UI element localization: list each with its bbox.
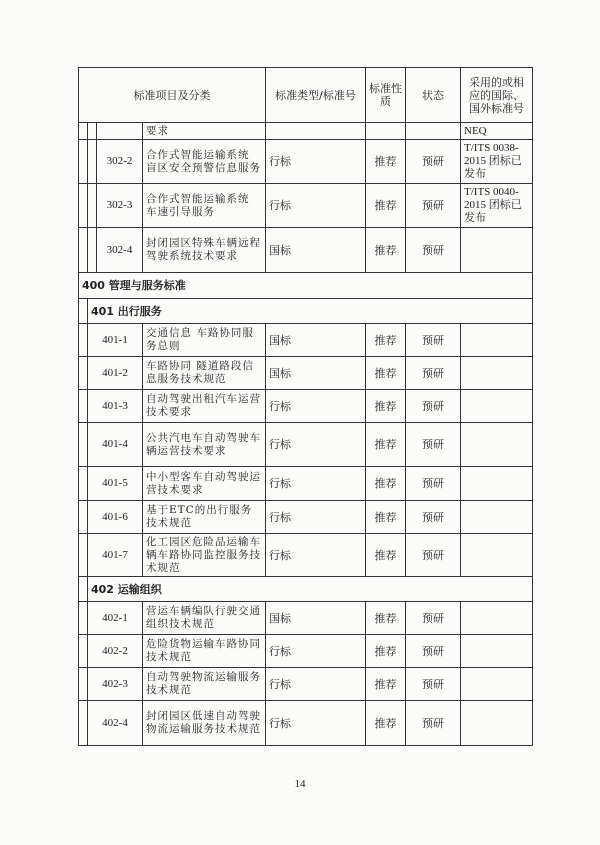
table-row (79, 184, 533, 228)
item-status: 预研 (406, 501, 461, 534)
item-status: 预研 (406, 467, 461, 501)
item-nature: 推荐 (366, 423, 406, 467)
item-name: 基于ETC的出行服务技术规范 (143, 501, 266, 534)
item-code: 401-3 (88, 390, 143, 423)
item-nature: 推荐 (366, 357, 406, 390)
item-type: 国标 (266, 602, 366, 635)
item-code: 402-4 (88, 701, 143, 746)
item-type: 行标 (266, 467, 366, 501)
item-nature: 推荐 (366, 668, 406, 701)
item-nature: 推荐 (366, 228, 406, 273)
header-item: 标准项目及分类 (79, 68, 266, 123)
item-code: 402-3 (88, 668, 143, 701)
item-name: 车路协同 隧道路段信息服务技术规范 (143, 357, 266, 390)
table-row (79, 123, 533, 140)
table-row (79, 273, 533, 299)
item-type: 国标 (266, 228, 366, 273)
header-nature: 标准性质 (366, 68, 406, 123)
item-status: 预研 (406, 602, 461, 635)
item-status: 预研 (406, 140, 461, 184)
item-code: 402-1 (88, 602, 143, 635)
table-row (79, 390, 533, 423)
item-intl (461, 324, 533, 357)
table-row (79, 140, 533, 184)
item-type: 国标 (266, 357, 366, 390)
item-intl (461, 390, 533, 423)
item-type: 行标 (266, 635, 366, 668)
item-name: 营运车辆编队行驶交通组织技术规范 (143, 602, 266, 635)
item-type: 行标 (266, 423, 366, 467)
section-heading-402: 402 运输组织 (88, 577, 533, 602)
table-body (79, 123, 533, 746)
table-row (79, 635, 533, 668)
table-row (79, 668, 533, 701)
item-type: 行标 (266, 184, 366, 228)
item-intl: NEQ (461, 123, 533, 140)
item-code: 302-3 (97, 184, 143, 228)
item-status: 预研 (406, 357, 461, 390)
table-row (79, 324, 533, 357)
item-code: 401-6 (88, 501, 143, 534)
item-status: 预研 (406, 534, 461, 577)
item-intl (461, 228, 533, 273)
table-row (79, 501, 533, 534)
item-nature: 推荐 (366, 501, 406, 534)
table-row (79, 423, 533, 467)
item-type: 行标 (266, 140, 366, 184)
header-intl: 采用的或相应的国际、国外标准号 (461, 68, 533, 123)
section-heading-401: 401 出行服务 (88, 299, 533, 324)
item-intl: T/ITS 0040-2015 团标已发布 (461, 184, 533, 228)
item-status: 预研 (406, 701, 461, 746)
item-name: 合作式智能运输系统 盲区安全预警信息服务 (143, 140, 266, 184)
item-status: 预研 (406, 228, 461, 273)
table-row (79, 228, 533, 273)
item-status: 预研 (406, 635, 461, 668)
item-code: 401-2 (88, 357, 143, 390)
item-type: 行标 (266, 701, 366, 746)
item-intl (461, 534, 533, 577)
item-status: 预研 (406, 184, 461, 228)
item-status: 预研 (406, 324, 461, 357)
table-row (79, 577, 533, 602)
item-status: 预研 (406, 668, 461, 701)
item-nature: 推荐 (366, 467, 406, 501)
item-status: 预研 (406, 423, 461, 467)
item-nature: 推荐 (366, 140, 406, 184)
item-code: 401-7 (88, 534, 143, 577)
item-type: 行标 (266, 501, 366, 534)
item-status: 预研 (406, 390, 461, 423)
header-status: 状态 (406, 68, 461, 123)
item-nature: 推荐 (366, 701, 406, 746)
item-code: 302-2 (97, 140, 143, 184)
item-intl (461, 423, 533, 467)
item-intl (461, 701, 533, 746)
item-intl (461, 635, 533, 668)
item-intl (461, 668, 533, 701)
table-row (79, 602, 533, 635)
item-name: 交通信息 车路协同服务总则 (143, 324, 266, 357)
item-nature: 推荐 (366, 635, 406, 668)
standards-table (78, 67, 533, 746)
item-intl: T/ITS 0038-2015 团标已发布 (461, 140, 533, 184)
item-type: 国标 (266, 324, 366, 357)
table-row (79, 534, 533, 577)
item-intl (461, 467, 533, 501)
item-intl (461, 501, 533, 534)
item-name: 自动驾驶物流运输服务技术规范 (143, 668, 266, 701)
item-type: 行标 (266, 668, 366, 701)
item-name: 中小型客车自动驾驶运营技术要求 (143, 467, 266, 501)
table-row (79, 467, 533, 501)
item-code: 401-5 (88, 467, 143, 501)
item-type: 行标 (266, 534, 366, 577)
header-row (79, 68, 533, 123)
item-nature: 推荐 (366, 390, 406, 423)
item-code: 401-4 (88, 423, 143, 467)
page-number: 14 (294, 778, 306, 790)
item-name: 公共汽电车自动驾驶车辆运营技术要求 (143, 423, 266, 467)
table-row (79, 299, 533, 324)
item-name: 封闭园区特殊车辆远程驾驶系统技术要求 (143, 228, 266, 273)
item-intl (461, 602, 533, 635)
table-row (79, 701, 533, 746)
item-nature: 推荐 (366, 324, 406, 357)
item-nature: 推荐 (366, 184, 406, 228)
item-name: 危险货物运输车路协同技术规范 (143, 635, 266, 668)
section-heading-400: 400 管理与服务标准 (79, 273, 533, 299)
item-code: 402-2 (88, 635, 143, 668)
item-name: 合作式智能运输系统 车速引导服务 (143, 184, 266, 228)
item-name: 化工园区危险品运输车辆车路协同监控服务技术规范 (143, 534, 266, 577)
header-type: 标准类型/标准号 (266, 68, 366, 123)
item-name: 要求 (143, 123, 266, 140)
item-code: 401-1 (88, 324, 143, 357)
item-nature: 推荐 (366, 534, 406, 577)
item-intl (461, 357, 533, 390)
table-row (79, 357, 533, 390)
item-type: 行标 (266, 390, 366, 423)
item-nature: 推荐 (366, 602, 406, 635)
item-name: 自动驾驶出租汽车运营技术要求 (143, 390, 266, 423)
item-name: 封闭园区低速自动驾驶物流运输服务技术规范 (143, 701, 266, 746)
item-code: 302-4 (97, 228, 143, 273)
